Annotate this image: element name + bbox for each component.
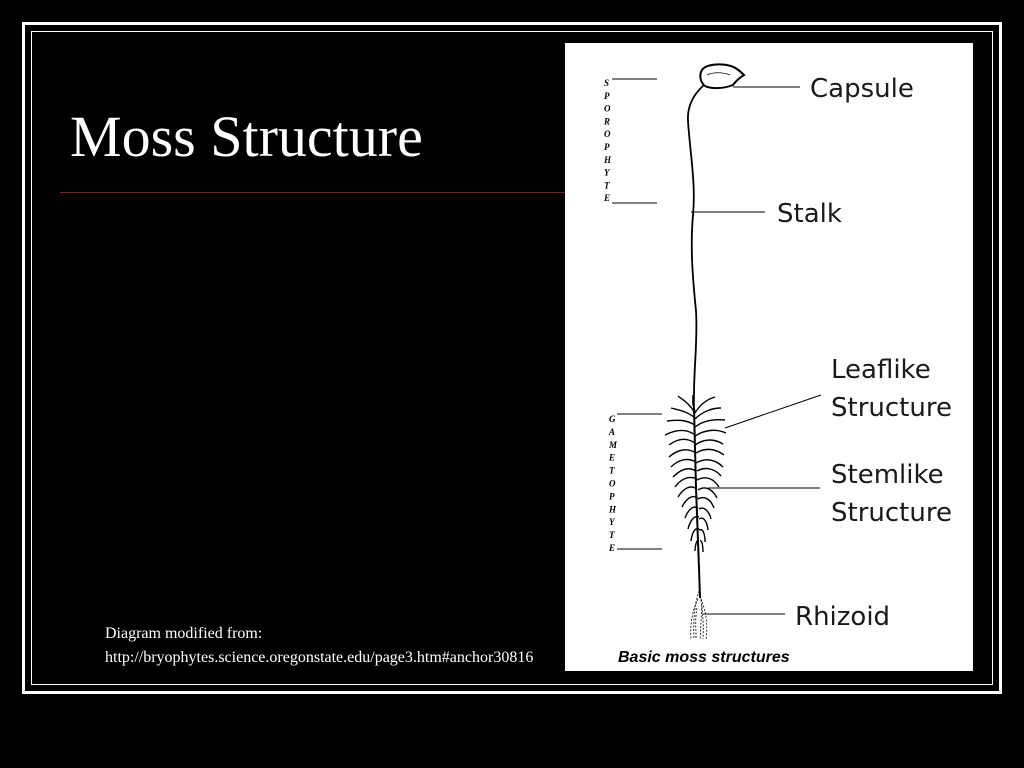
- sporophyte-letter: T: [604, 180, 610, 191]
- gametophyte-letter: E: [609, 452, 616, 463]
- label-rhizoid: Rhizoid: [795, 602, 891, 632]
- gametophyte-letter: P: [609, 491, 615, 502]
- sporophyte-letter: Y: [604, 167, 610, 178]
- moss-diagram-panel: [565, 43, 973, 671]
- rhizoids: [691, 591, 707, 639]
- credit-url[interactable]: http://bryophytes.science.oregonstate.edu/page3.htm#anchor30816: [105, 649, 534, 666]
- gametophyte-letter: Y: [609, 517, 615, 528]
- capsule-shape: [700, 64, 744, 88]
- label-capsule: Capsule: [810, 74, 914, 104]
- label-stalk: Stalk: [777, 199, 842, 229]
- gametophyte-letter: O: [609, 478, 616, 489]
- label-leaflike-line2: Structure: [831, 393, 952, 423]
- stem-shape: [694, 408, 700, 598]
- gametophyte-letter: H: [609, 504, 617, 515]
- sporophyte-letter: E: [604, 193, 611, 204]
- moss-diagram: [565, 43, 973, 671]
- label-stemlike-line1: Stemlike: [831, 460, 944, 490]
- sporophyte-letter: H: [604, 154, 612, 165]
- label-leaflike-line1: Leaflike: [831, 355, 931, 385]
- gametophyte-letter: M: [609, 439, 618, 450]
- gametophyte-letter: A: [609, 426, 616, 437]
- gametophyte-vertical-label: [608, 414, 618, 553]
- credit-label: Diagram modified from:: [105, 625, 263, 642]
- gametophyte-letter: T: [609, 465, 615, 476]
- gametophyte-letter: E: [609, 543, 616, 553]
- sporophyte-letter: P: [604, 90, 610, 101]
- sporophyte-letter: S: [604, 78, 610, 88]
- stalk-shape: [688, 85, 704, 408]
- gametophyte-letter: G: [609, 414, 616, 424]
- sporophyte-letter: O: [604, 103, 611, 114]
- sporophyte-letter: R: [604, 116, 611, 127]
- slide-title: Moss Structure: [70, 104, 423, 169]
- diagram-caption: Basic moss structures: [618, 649, 790, 666]
- gametophyte-letter: T: [609, 530, 615, 541]
- leader-lines: [691, 87, 821, 614]
- sporophyte-letter: P: [604, 142, 610, 152]
- diagram-credit: [105, 622, 567, 670]
- label-stemlike-line2: Structure: [831, 498, 952, 528]
- sporophyte-letter: O: [604, 129, 611, 140]
- sporophyte-vertical-label: [603, 78, 612, 203]
- title-divider: [60, 192, 565, 193]
